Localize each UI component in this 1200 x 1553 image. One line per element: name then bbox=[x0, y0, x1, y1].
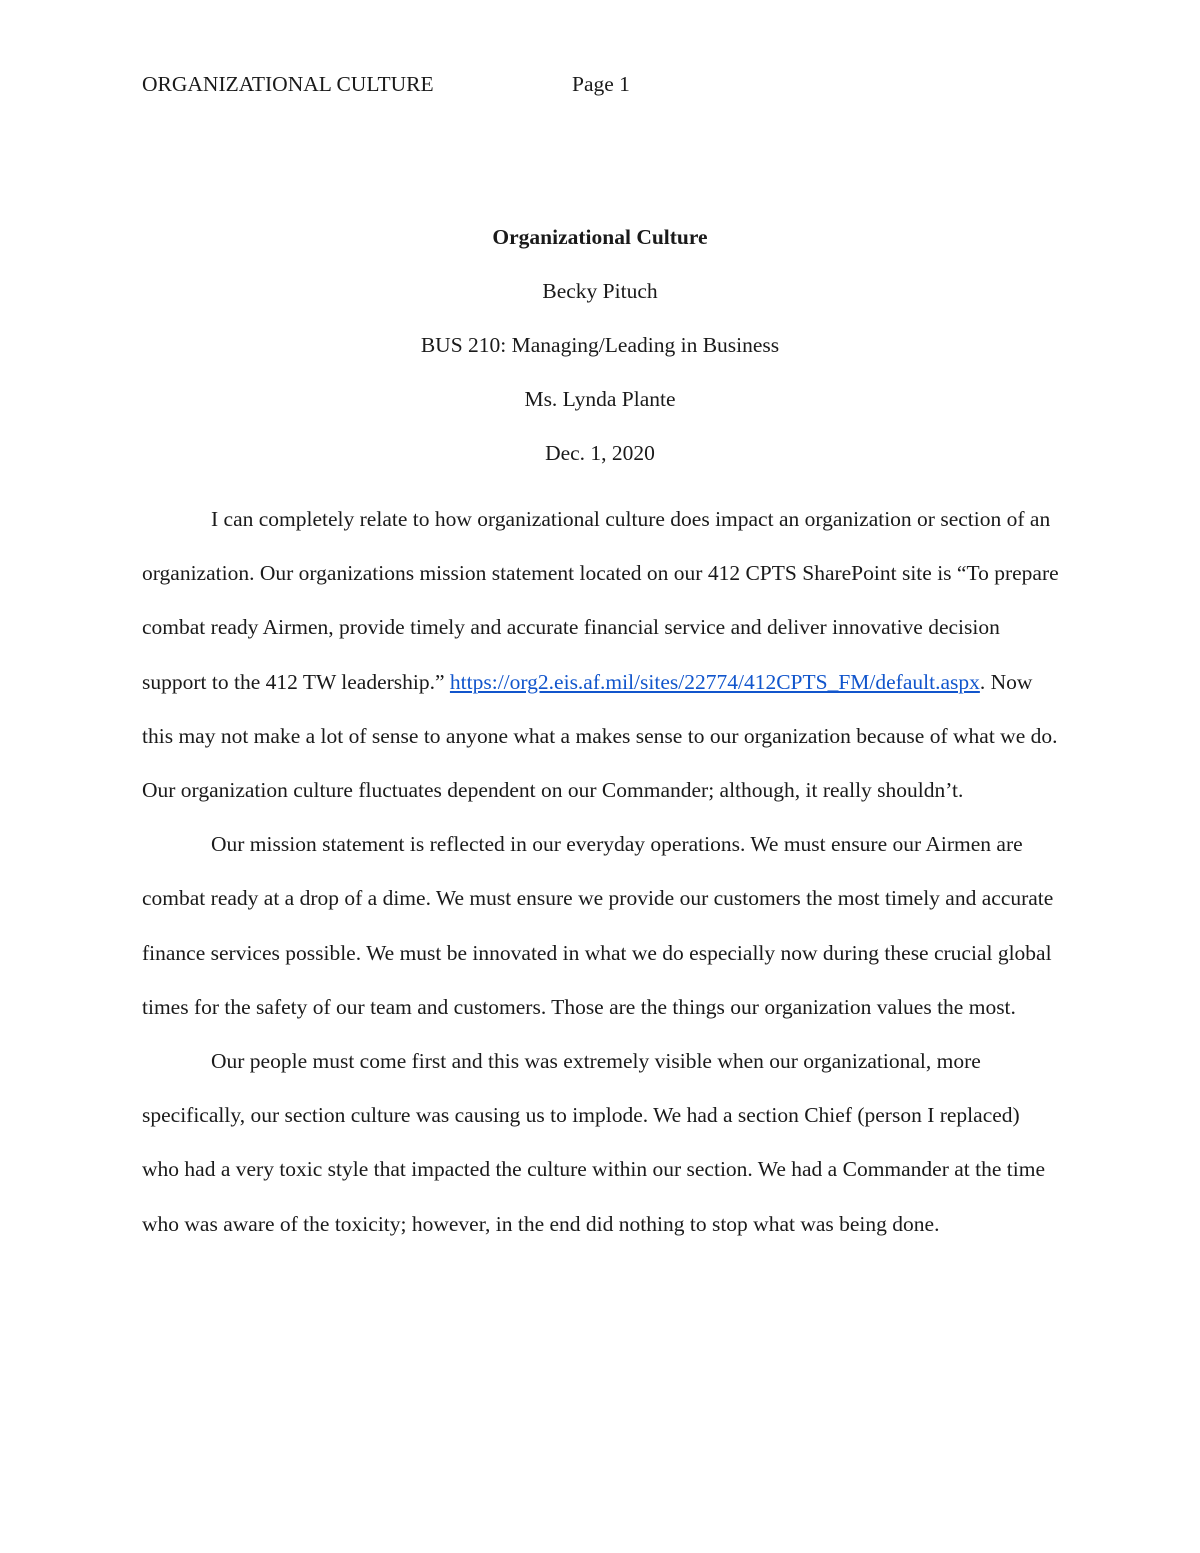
page-header bbox=[142, 72, 1062, 102]
page-number: Page 1 bbox=[572, 72, 630, 96]
sharepoint-link[interactable]: https://org2.eis.af.mil/sites/22774/412CPTS_FM/default.aspx bbox=[449, 669, 980, 694]
instructor-name: Ms. Lynda Plante bbox=[524, 387, 676, 411]
author-name: Becky Pituch bbox=[542, 279, 658, 303]
body-text bbox=[142, 492, 1062, 1251]
paragraph-1 bbox=[142, 492, 1062, 817]
paragraph-1-text-b: . Now this may not make a lot of sense to anyone what a makes sense to our organization because of what we do. Our organization culture fluctuates dependent on our Commander; although, it really shouldn’t. bbox=[142, 669, 1058, 803]
paper-title: Organizational Culture bbox=[492, 225, 708, 249]
running-head: ORGANIZATIONAL CULTURE bbox=[142, 72, 434, 96]
paragraph-3: Our people must come first and this was extremely visible when our organizational, more specifically, our section culture was causing us to implode. We had a section Chief (person I replaced) who had a very toxic style that impacted the culture within our section. We had a Commander at the time who was aware of the toxicity; however, in the end did nothing to stop what was being done. bbox=[142, 1049, 1045, 1236]
title-block bbox=[142, 222, 1058, 492]
course-name: BUS 210: Managing/Leading in Business bbox=[420, 333, 780, 357]
submission-date: Dec. 1, 2020 bbox=[545, 441, 655, 465]
paragraph-2: Our mission statement is reflected in our everyday operations. We must ensure our Airmen are combat ready at a drop of a dime. We must ensure we provide our customers the most timely and accurate finance services possible. We must be innovated in what we do especially now during these crucial global times for the safety of our team and customers. Those are the things our organization values the most. bbox=[142, 832, 1054, 1019]
paragraph-1-text-a: I can completely relate to how organizational culture does impact an organization or section of an organization. Our organizations mission statement located on our 412 CPTS SharePoint site is “To prepare combat ready Airmen, provide timely and accurate financial service and deliver innovative decision support to the 412 TW leadership.” bbox=[142, 507, 1059, 694]
